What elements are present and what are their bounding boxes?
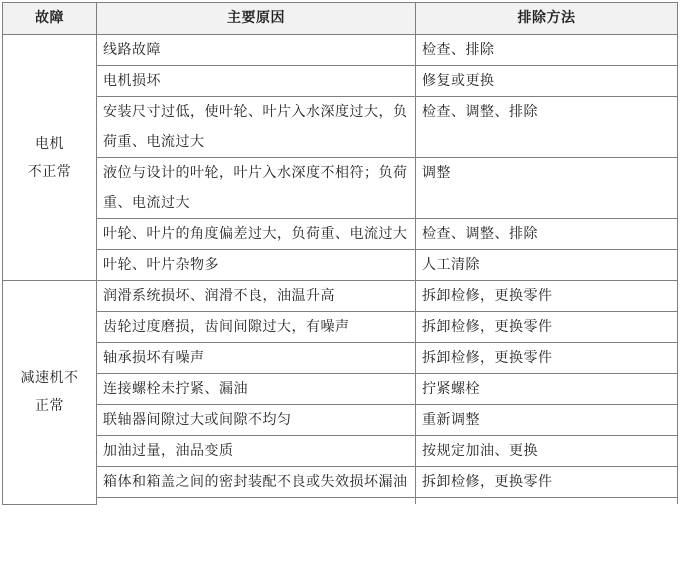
table-row	[3, 374, 678, 405]
cause-cell: 联轴器间隙过大或间隙不均匀	[97, 405, 416, 436]
fix-cell: 拆卸检修，更换零件	[416, 281, 678, 312]
fix-cell: 检查、排除	[416, 35, 678, 66]
table-row	[3, 343, 678, 374]
fault-reducer	[3, 281, 97, 505]
fix-cell: 拆卸检修，更换零件	[416, 312, 678, 343]
table-row	[3, 250, 678, 281]
fix-cell: 拆卸检修，更换零件	[416, 467, 678, 498]
fault-motor	[3, 35, 97, 281]
fix-cell: 调整	[416, 158, 678, 219]
fix-cell: 拆卸检修，更换零件	[416, 343, 678, 374]
fix-cell: 检查、调整、排除	[416, 219, 678, 250]
table-row	[3, 158, 678, 219]
cause-cell: 液位与设计的叶轮，叶片入水深度不相符；负荷重、电流过大	[97, 158, 416, 219]
cause-cell-empty	[97, 498, 416, 505]
fault-label: 电机 不正常	[27, 135, 72, 180]
fix-cell: 重新调整	[416, 405, 678, 436]
cause-cell: 润滑系统损坏、润滑不良，油温升高	[97, 281, 416, 312]
cause-cell: 电机损坏	[97, 66, 416, 97]
cause-cell: 叶轮、叶片的角度偏差过大，负荷重、电流过大	[97, 219, 416, 250]
cause-cell: 安装尺寸过低，使叶轮、叶片入水深度过大，负荷重、电流过大	[97, 97, 416, 158]
table-row	[3, 467, 678, 498]
header-row	[3, 3, 678, 35]
header-fault: 故障	[3, 3, 97, 35]
troubleshooting-table	[2, 2, 678, 505]
table-row	[3, 97, 678, 158]
table-row	[3, 66, 678, 97]
fix-cell: 检查、调整、排除	[416, 97, 678, 158]
table-row	[3, 312, 678, 343]
fix-cell: 拧紧螺栓	[416, 374, 678, 405]
fix-cell-empty	[416, 498, 678, 505]
table-row	[3, 436, 678, 467]
table-row	[3, 405, 678, 436]
cause-cell: 叶轮、叶片杂物多	[97, 250, 416, 281]
cause-cell: 齿轮过度磨损，齿间间隙过大，有噪声	[97, 312, 416, 343]
cause-cell: 连接螺栓未拧紧、漏油	[97, 374, 416, 405]
table-row	[3, 35, 678, 66]
cause-cell: 箱体和箱盖之间的密封装配不良或失效损坏漏油	[97, 467, 416, 498]
cause-cell: 线路故障	[97, 35, 416, 66]
table-row	[3, 281, 678, 312]
cause-cell: 加油过量，油品变质	[97, 436, 416, 467]
fix-cell: 人工清除	[416, 250, 678, 281]
fix-cell: 按规定加油、更换	[416, 436, 678, 467]
header-cause: 主要原因	[97, 3, 416, 35]
header-fix: 排除方法	[416, 3, 678, 35]
table-row	[3, 498, 678, 505]
fault-label: 减速机不 正常	[20, 370, 79, 415]
fix-cell: 修复或更换	[416, 66, 678, 97]
table-row	[3, 219, 678, 250]
cause-cell: 轴承损坏有噪声	[97, 343, 416, 374]
